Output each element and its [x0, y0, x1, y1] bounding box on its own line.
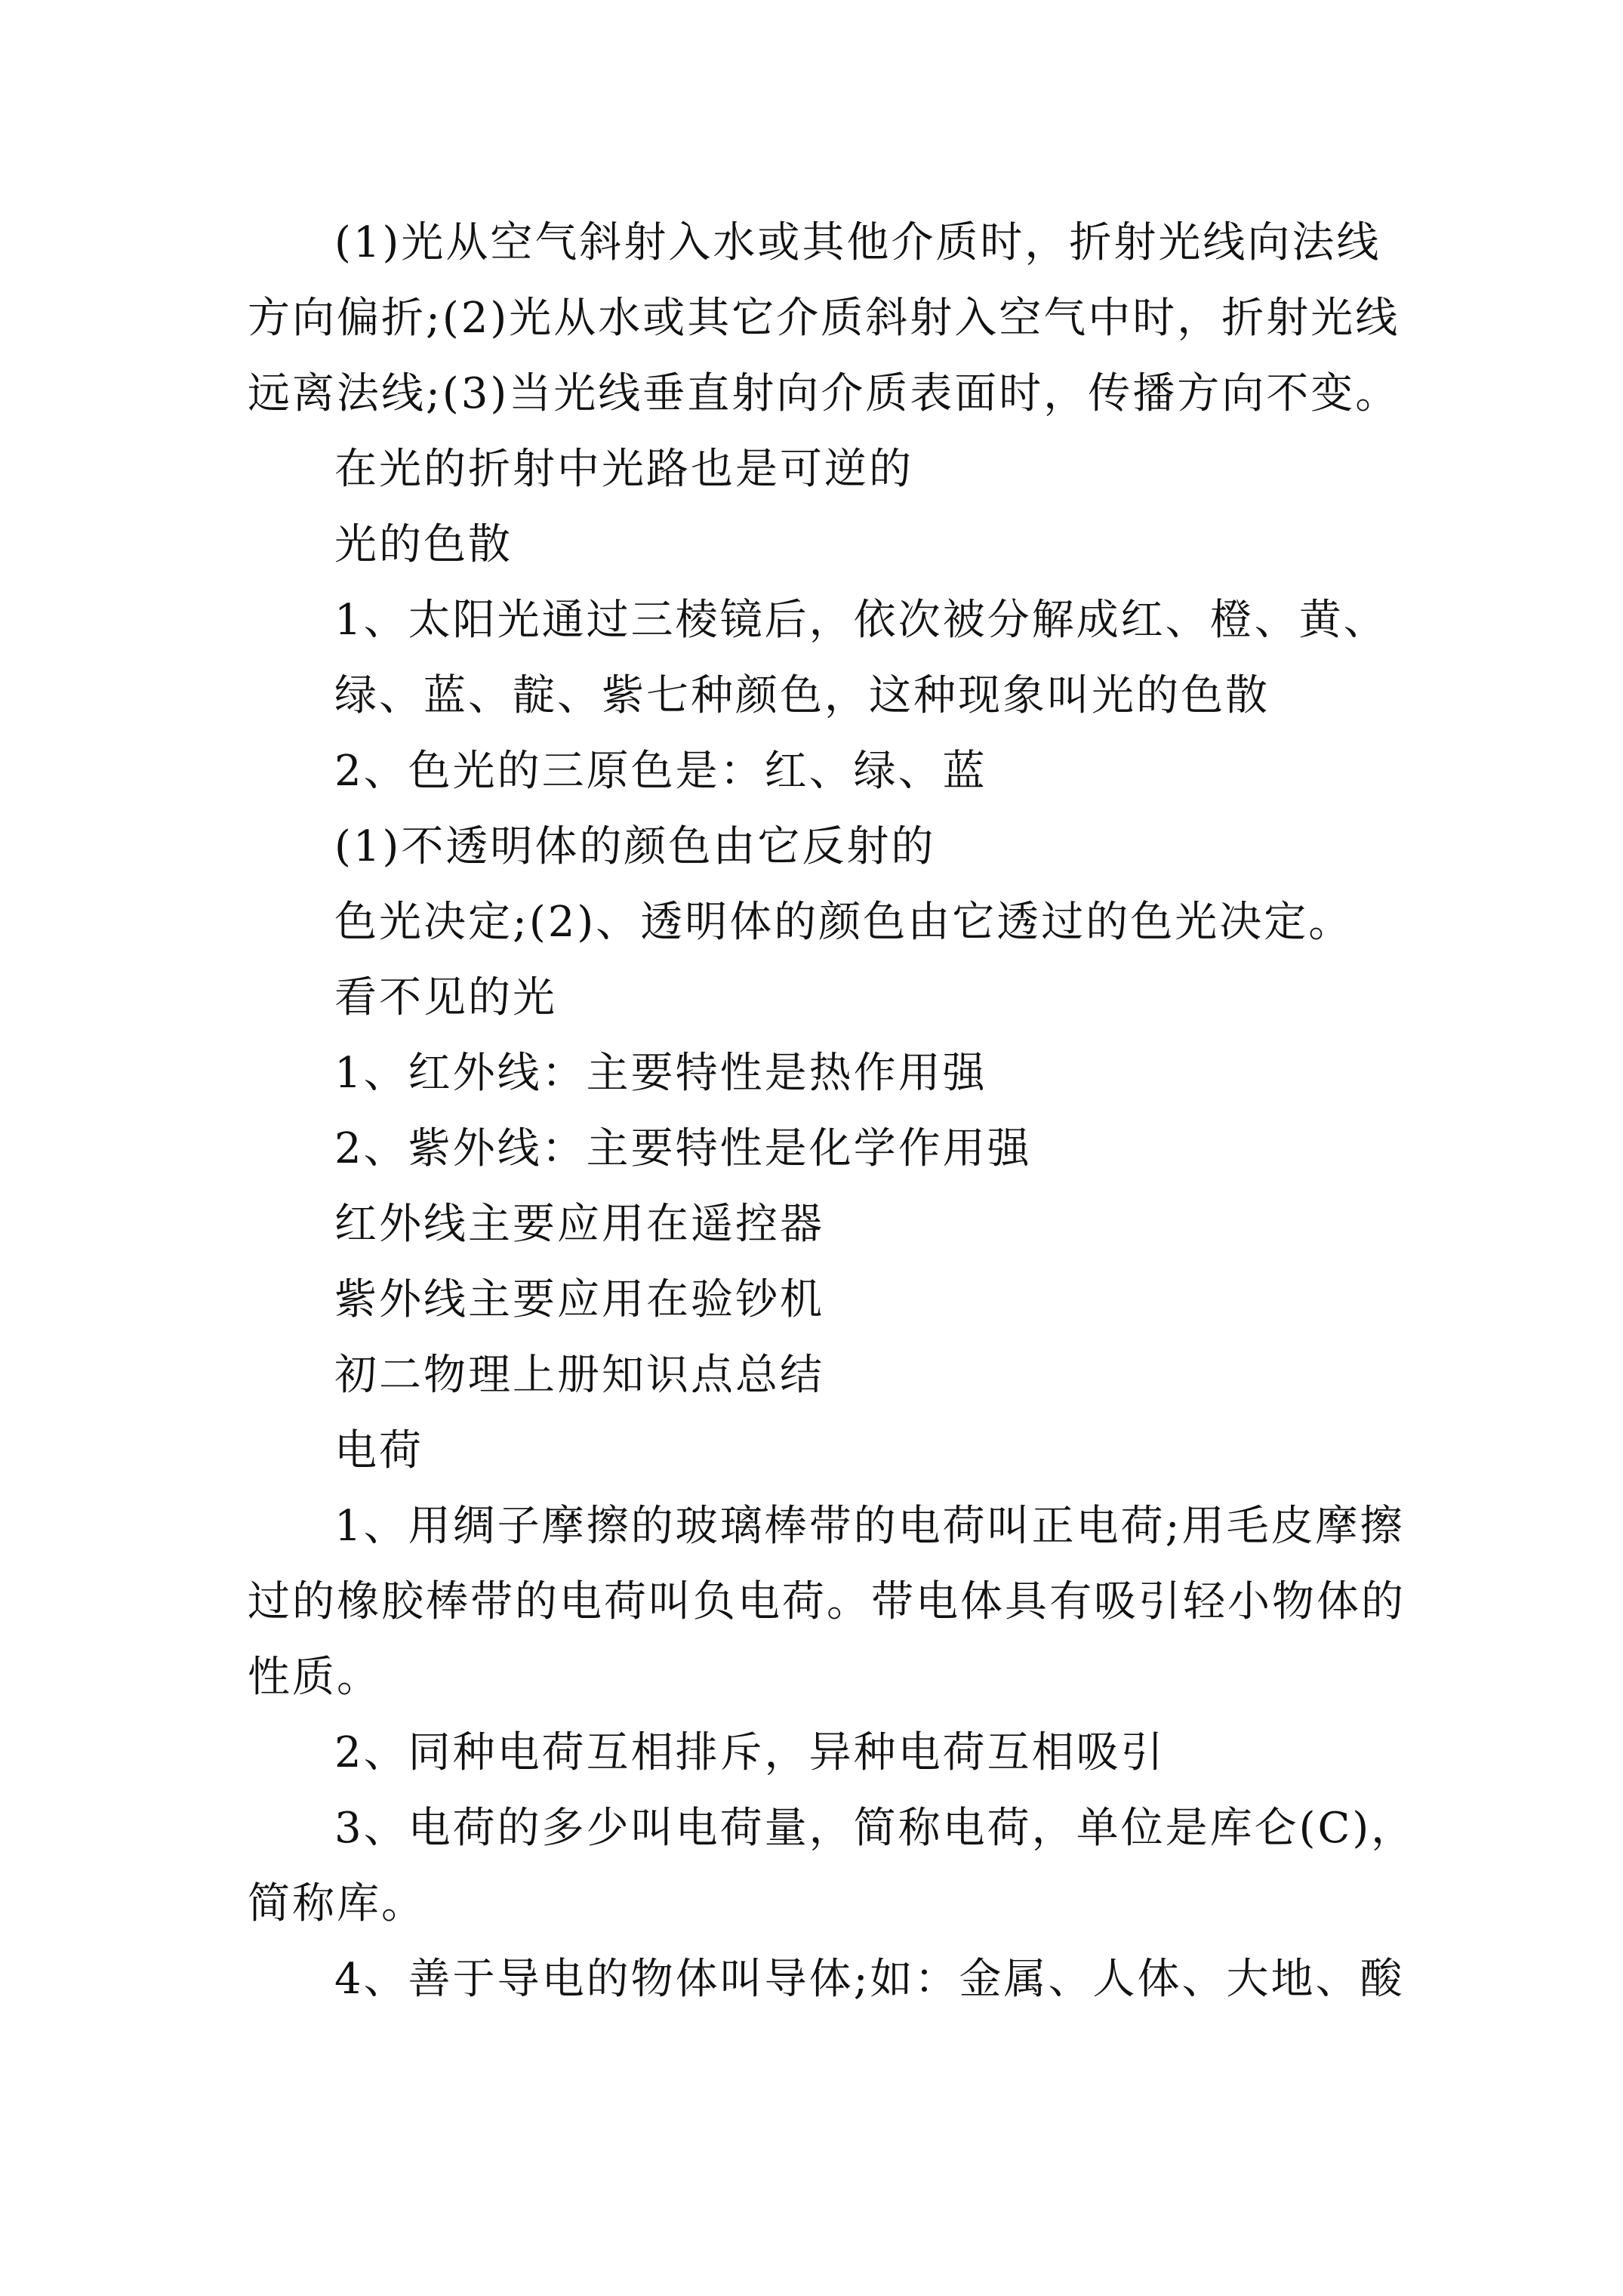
- text-line: 红外线主要应用在遥控器: [334, 1200, 824, 1249]
- text-line: 简称库。: [248, 1879, 426, 1928]
- text-line: 方向偏折;(2)光从水或其它介质斜射入空气中时，折射光线: [248, 294, 1400, 343]
- text-line: 紫外线主要应用在验钞机: [334, 1275, 824, 1324]
- text-line: 1、太阳光通过三棱镜后，依次被分解成红、橙、黄、: [334, 596, 1388, 645]
- text-line: 性质。: [248, 1653, 381, 1702]
- section-title: 初二物理上册知识点总结: [334, 1351, 824, 1400]
- text-line: 色光决定;(2)、透明体的颜色由它透过的色光决定。: [334, 898, 1354, 947]
- text-line: 在光的折射中光路也是可逆的: [334, 445, 913, 494]
- text-line: 绿、蓝、靛、紫七种颜色，这种现象叫光的色散: [334, 671, 1270, 720]
- section-heading: 电荷: [334, 1426, 423, 1475]
- section-heading: 光的色散: [334, 520, 513, 569]
- text-line: 3、电荷的多少叫电荷量，简称电荷，单位是库仑(C)，: [334, 1804, 1416, 1853]
- text-line: 4、善于导电的物体叫导体;如：金属、人体、大地、酸: [334, 1955, 1405, 2004]
- text-line: 2、同种电荷互相排斥，异种电荷互相吸引: [334, 1728, 1166, 1777]
- text-line: 1、用绸子摩擦的玻璃棒带的电荷叫正电荷;用毛皮摩擦: [334, 1502, 1405, 1551]
- section-heading: 看不见的光: [334, 973, 557, 1022]
- text-line: (1)不透明体的颜色由它反射的: [334, 822, 936, 871]
- text-line: 2、色光的三原色是：红、绿、蓝: [334, 747, 987, 796]
- text-line: 过的橡胶棒带的电荷叫负电荷。带电体具有吸引轻小物体的: [248, 1577, 1406, 1626]
- text-line: (1)光从空气斜射入水或其他介质时，折射光线向法线: [334, 218, 1381, 267]
- text-line: 1、红外线：主要特性是热作用强: [334, 1049, 987, 1098]
- text-line: 远离法线;(3)当光线垂直射向介质表面时，传播方向不变。: [248, 369, 1400, 418]
- text-line: 2、紫外线：主要特性是化学作用强: [334, 1124, 1032, 1173]
